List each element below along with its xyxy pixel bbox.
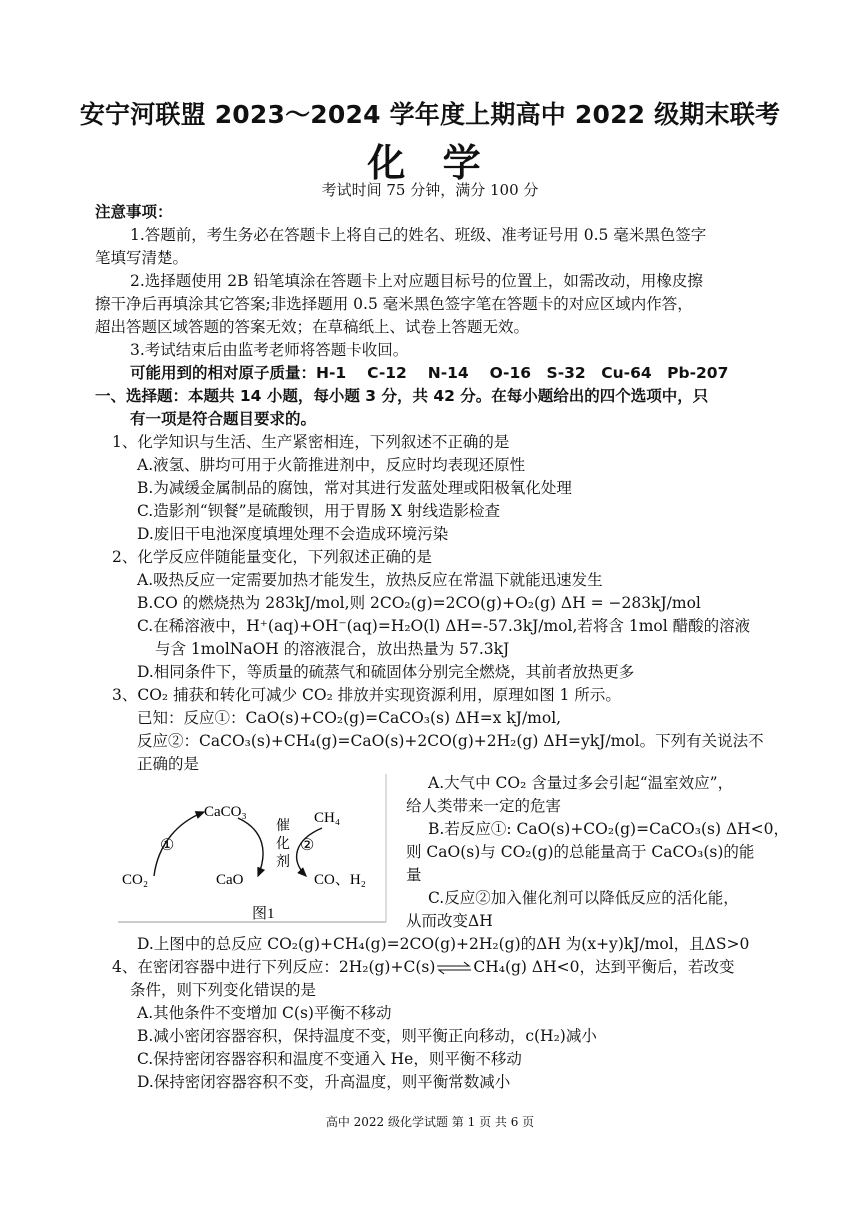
q4-stem-products: CH₄(g) ΔH<0，达到平衡后，若改变 bbox=[473, 958, 735, 976]
q4-option-a: A.其他条件不变增加 C(s)平衡不移动 bbox=[137, 1004, 392, 1022]
q3-option-b-cont2: 量 bbox=[406, 866, 422, 884]
section-1-heading: 一、选择题：本题共 14 小题，每小题 3 分，共 42 分。在每小题给出的四个选项中，只 bbox=[95, 387, 709, 405]
exam-title: 安宁河联盟 2023～2024 学年度上期高中 2022 级期末联考 bbox=[79, 100, 781, 129]
notice-item-1: 1.答题前，考生务必在答题卡上将自己的姓名、班级、准考证号用 0.5 毫米黑色签字 bbox=[130, 226, 707, 244]
q1-option-b: B.为减缓金属制品的腐蚀，常对其进行发蓝处理或阳极氧化处理 bbox=[137, 479, 572, 497]
q3-option-b: B.若反应①: CaO(s)+CO₂(g)=CaCO₃(s) ΔH<0， bbox=[428, 820, 790, 838]
q1-option-d: D.废旧干电池深度填埋处理不会造成环境污染 bbox=[137, 525, 449, 543]
q1-option-c: C.造影剂“钡餐”是硫酸钡，用于胃肠 X 射线造影检查 bbox=[137, 502, 500, 520]
subject-title: 化 学 bbox=[367, 141, 493, 185]
notice-heading: 注意事项： bbox=[95, 203, 173, 221]
notice-item-2-cont: 擦干净后再填涂其它答案;非选择题用 0.5 毫米黑色签字笔在答题卡的对应区域内作答， bbox=[95, 295, 693, 313]
q4-stem bbox=[112, 956, 734, 979]
q3-option-c: C.反应②加入催化剂可以降低反应的活化能， bbox=[428, 889, 739, 907]
q3-known-3: 正确的是 bbox=[137, 755, 200, 773]
fig-label-cao: CaO bbox=[216, 872, 244, 888]
notice-item-3: 3.考试结束后由监考老师将答题卡收回。 bbox=[130, 341, 409, 359]
q4-option-b: B.减小密闭容器容积，保持温度不变，则平衡正向移动，c(H₂)减小 bbox=[137, 1027, 597, 1045]
atomic-mass-line: 可能用到的相对原子质量：H-1 C-12 N-14 O-16 S-32 Cu-64 Pb-207 bbox=[130, 364, 729, 382]
q4-option-c: C.保持密闭容器容积和温度不变通入 He，则平衡不移动 bbox=[137, 1050, 522, 1068]
q3-option-c-cont: 从而改变ΔH bbox=[406, 912, 493, 930]
q3-known-1: 已知：反应①：CaO(s)+CO₂(g)=CaCO₃(s) ΔH=x kJ/mol, bbox=[137, 709, 562, 727]
page-footer: 高中 2022 级化学试题 第 1 页 共 6 页 bbox=[325, 1115, 535, 1129]
q3-option-b-cont: 则 CaO(s)与 CO₂(g)的总能量高于 CaCO₃(s)的能 bbox=[406, 843, 755, 861]
q2-option-b: B.CO 的燃烧热为 283kJ/mol,则 2CO₂(g)=2CO(g)+O₂(g) ΔH = −283kJ/mol bbox=[137, 594, 701, 612]
q3-option-a: A.大气中 CO₂ 含量过多会引起“温室效应”， bbox=[428, 774, 734, 792]
q4-option-d: D.保持密闭容器容积不变，升高温度，则平衡常数减小 bbox=[137, 1073, 511, 1091]
q3-known-2: 反应②：CaCO₃(s)+CH₄(g)=CaO(s)+2CO(g)+2H₂(g) ΔH=ykJ/mol。下列有关说法不 bbox=[137, 732, 764, 750]
fig-label-reaction-1: ① bbox=[160, 837, 175, 854]
q2-stem: 2、化学反应伴随能量变化，下列叙述正确的是 bbox=[112, 548, 432, 566]
q1-option-a: A.液氢、肼均可用于火箭推进剂中，反应时均表现还原性 bbox=[137, 456, 526, 474]
q1-stem: 1、化学知识与生活、生产紧密相连，下列叙述不正确的是 bbox=[112, 433, 510, 451]
notice-item-2-cont2: 超出答题区域答题的答案无效；在草稿纸上、试卷上答题无效。 bbox=[95, 318, 530, 336]
fig-label-reaction-2: ② bbox=[300, 837, 315, 854]
fig-label-caco3: CaCO₃ bbox=[204, 804, 247, 820]
figure-1-diagram bbox=[118, 772, 390, 924]
q4-stem-reactants: 4、在密闭容器中进行下列反应：2H₂(g)+C(s) bbox=[112, 958, 436, 976]
q3-option-d: D.上图中的总反应 CO₂(g)+CH₄(g)=2CO(g)+2H₂(g)的ΔH 为(x+y)kJ/mol，且ΔS>0 bbox=[137, 935, 750, 953]
fig-label-catalyst-1: 催 bbox=[276, 819, 290, 834]
section-1-heading-cont: 有一项是符合题目要求的。 bbox=[130, 410, 317, 428]
q2-option-c-cont: 与含 1molNaOH 的溶液混合，放出热量为 57.3kJ bbox=[155, 640, 510, 658]
notice-item-1-cont: 笔填写清楚。 bbox=[95, 249, 189, 267]
q3-option-a-cont: 给人类带来一定的危害 bbox=[406, 797, 562, 815]
equilibrium-arrow-icon bbox=[435, 961, 473, 975]
exam-info: 考试时间 75 分钟，满分 100 分 bbox=[321, 181, 539, 199]
q2-option-c: C.在稀溶液中，H⁺(aq)+OH⁻(aq)=H₂O(l) ΔH=-57.3kJ/mol,若将含 1mol 醋酸的溶液 bbox=[137, 617, 751, 635]
q3-stem: 3、CO₂ 捕获和转化可减少 CO₂ 排放并实现资源利用，原理如图 1 所示。 bbox=[112, 686, 621, 704]
q4-stem-cont: 条件，则下列变化错误的是 bbox=[130, 981, 317, 999]
fig-label-co2: CO₂ bbox=[122, 872, 149, 888]
q2-option-a: A.吸热反应一定需要加热才能发生，放热反应在常温下就能迅速发生 bbox=[137, 571, 603, 589]
fig-arrow-caco3-to-cao bbox=[238, 818, 263, 876]
notice-item-2: 2.选择题使用 2B 铅笔填涂在答题卡上对应题目标号的位置上，如需改动，用橡皮擦 bbox=[130, 272, 703, 290]
fig-caption: 图1 bbox=[252, 906, 275, 922]
fig-label-ch4: CH₄ bbox=[314, 810, 341, 826]
fig-label-catalyst-3: 剂 bbox=[276, 855, 290, 870]
fig-label-products: CO、H₂ bbox=[314, 872, 366, 888]
fig-label-catalyst-2: 化 bbox=[276, 837, 290, 852]
q2-option-d: D.相同条件下，等质量的硫蒸气和硫固体分别完全燃烧，其前者放热更多 bbox=[137, 663, 635, 681]
